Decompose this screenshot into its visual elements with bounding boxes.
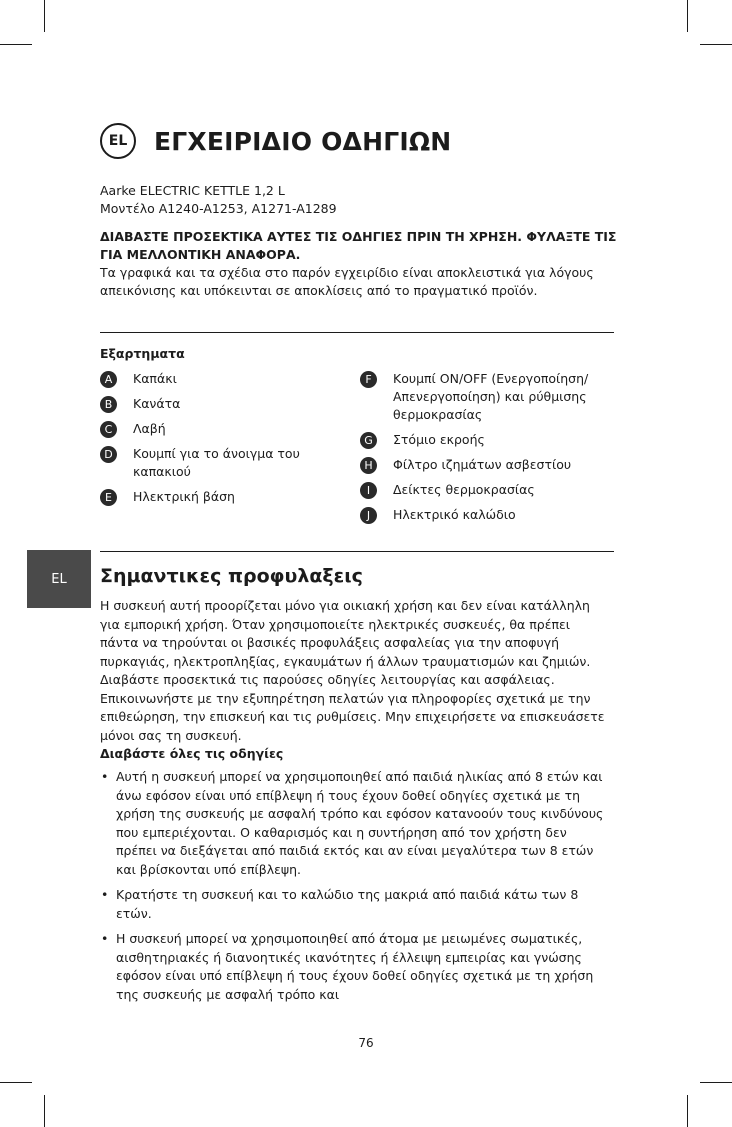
- part-letter-badge: E: [100, 489, 117, 506]
- part-label: Λαβή: [133, 421, 166, 436]
- part-item: [360, 431, 625, 449]
- part-letter-badge: J: [360, 507, 377, 524]
- part-item: [360, 481, 625, 499]
- part-letter-badge: A: [100, 371, 117, 388]
- part-label: Ηλεκτρικό καλώδιο: [393, 507, 516, 522]
- part-letter-badge: H: [360, 457, 377, 474]
- parts-title: Εξαρτηματα: [100, 346, 185, 361]
- part-item: [100, 445, 343, 481]
- reading-notice: [100, 228, 620, 300]
- part-label: Φίλτρο ιζημάτων ασβεστίου: [393, 457, 572, 472]
- crop-mark: [0, 44, 32, 45]
- product-info: [100, 182, 337, 218]
- part-item: [360, 506, 625, 524]
- part-letter-badge: D: [100, 446, 117, 463]
- subsection-title: Διαβάστε όλες τις οδηγίες: [100, 746, 284, 761]
- part-letter-badge: I: [360, 482, 377, 499]
- language-badge: EL: [100, 123, 136, 159]
- page-title: ΕΓΧΕΙΡΙΔΙΟ ΟΔΗΓΙΩΝ: [154, 126, 452, 156]
- safety-bullet-list: [100, 768, 610, 1011]
- notice-bold: ΔΙΑΒΑΣΤΕ ΠΡΟΣΕΚΤΙΚΑ ΑΥΤΕΣ ΤΙΣ ΟΔΗΓΙΕΣ ΠΡΙΝ ΤΗ ΧΡΗΣΗ. ΦΥΛΑΞΤΕ ΤΙΣ ΓΙΑ ΜΕΛΛΟΝΤΙΚΗ ΑΝΑΦΟΡΑ.: [100, 229, 617, 262]
- crop-mark: [0, 1082, 32, 1083]
- part-label: Κουμπί για το άνοιγμα του καπακιού: [133, 446, 300, 479]
- part-item: [360, 370, 625, 424]
- part-label: Κανάτα: [133, 396, 181, 411]
- divider: [100, 332, 614, 333]
- manual-header: [100, 123, 451, 159]
- part-letter-badge: C: [100, 421, 117, 438]
- parts-list-right: [360, 370, 625, 531]
- part-item: [100, 488, 343, 506]
- safety-intro: Η συσκευή αυτή προορίζεται μόνο για οικιακή χρήση και δεν είναι κατάλληλη για εμπορική χρήση. Όταν χρησιμοποιείτε ηλεκτρικές συσκευές, θα πρέπει πάντα να τηρούνται οι βασικές προφυλάξεις ασφαλείας για την αποφυγή πυρκαγιάς, ηλεκτροπληξίας, εγκαυμάτων ή άλλων τραυματισμών και ζημιών. Διαβάστε προσεκτικά τις παρούσες οδηγίες λειτουργίας και ασφάλειας. Επικοινωνήστε με την εξυπηρέτηση πελατών για πληροφορίες σχετικά με την επιθεώρηση, την επισκευή και τις ρυθμίσεις. Μην επιχειρήσετε να επισκευάσετε μόνοι σας τη συσκευή.: [100, 598, 605, 743]
- page-number: 76: [358, 1036, 374, 1050]
- part-label: Δείκτες θερμοκρασίας: [393, 482, 535, 497]
- crop-mark: [44, 0, 45, 32]
- part-label: Κουμπί ON/OFF (Ενεργοποίηση/ Απενεργοποίηση) και ρύθμισης θερμοκρασίας: [393, 371, 589, 422]
- language-side-tab: EL: [27, 550, 91, 608]
- crop-mark: [700, 1082, 732, 1083]
- part-item: [100, 370, 343, 388]
- parts-list-left: [100, 370, 343, 513]
- crop-mark: [687, 1095, 688, 1127]
- part-letter-badge: B: [100, 396, 117, 413]
- list-item: • Κρατήστε τη συσκευή και το καλώδιο της μακριά από παιδιά κάτω των 8 ετών.: [100, 886, 610, 923]
- part-label: Καπάκι: [133, 371, 177, 386]
- part-item: [360, 456, 625, 474]
- crop-mark: [44, 1095, 45, 1127]
- product-name: Aarke ELECTRIC KETTLE 1,2 L: [100, 183, 285, 198]
- part-label: Ηλεκτρική βάση: [133, 489, 235, 504]
- crop-mark: [687, 0, 688, 32]
- crop-mark: [700, 44, 732, 45]
- list-item: • Αυτή η συσκευή μπορεί να χρησιμοποιηθεί από παιδιά ηλικίας από 8 ετών και άνω εφόσον είναι υπό επίβλεψη ή τους έχουν δοθεί οδηγίες σχετικά με τη χρήση της συσκευής με ασφαλή τρόπο και εφόσον κατανοούν τους κινδύνους που εμπεριέχονται. Ο καθαρισμός και η συντήρηση από τον χρήστη δεν πρέπει να διεξάγεται από παιδιά εκτός και αν είναι μεγαλύτερα των 8 ετών και βρίσκονται υπό επίβλεψη.: [100, 768, 610, 879]
- part-label: Στόμιο εκροής: [393, 432, 485, 447]
- part-item: [100, 395, 343, 413]
- part-letter-badge: G: [360, 432, 377, 449]
- list-item: • Η συσκευή μπορεί να χρησιμοποιηθεί από άτομα με μειωμένες σωματικές, αισθητηριακές ή διανοητικές ικανότητες ή έλλειψη εμπειρίας και γνώσης εφόσον είναι υπό επίβλεψη ή τους έχουν δοθεί οδηγίες σχετικά με τη χρήση της συσκευής με ασφαλή τρόπο και: [100, 930, 610, 1004]
- part-item: [100, 420, 343, 438]
- part-letter-badge: F: [360, 371, 377, 388]
- divider: [100, 551, 614, 552]
- section-title: Σημαντικες προφυλαξεις: [100, 565, 363, 587]
- notice-text: Τα γραφικά και τα σχέδια στο παρόν εγχειρίδιο είναι αποκλειστικά για λόγους απεικόνισης και υπόκεινται σε αποκλίσεις από το πραγματικό προϊόν.: [100, 265, 594, 298]
- product-models: Μοντέλο A1240-A1253, A1271-A1289: [100, 201, 337, 216]
